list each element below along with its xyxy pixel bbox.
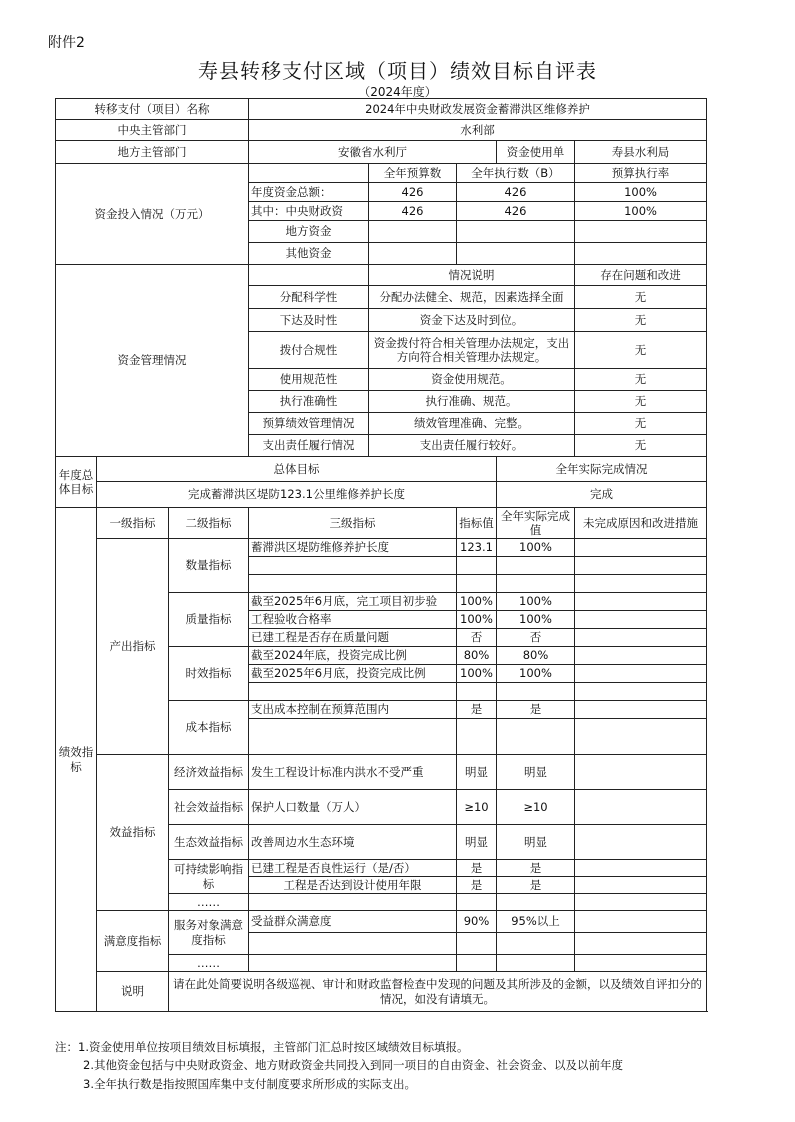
indicator-reason — [575, 701, 707, 719]
explain-label: 说明 — [97, 972, 169, 1012]
mgmt-issue: 无 — [575, 286, 707, 309]
satisfaction-ellipsis: …… — [169, 955, 249, 972]
indicator-reason — [575, 539, 707, 557]
economic-label: 经济效益指标 — [169, 755, 249, 790]
overall-goal-header: 总体目标 — [97, 457, 497, 482]
indicator-reason — [575, 755, 707, 790]
perf-indicators-label: 绩效指标 — [56, 508, 97, 1012]
indicator-name: 保护人口数量（万人） — [249, 790, 457, 825]
indicator-value: ≥10 — [457, 790, 497, 825]
form-title: 寿县转移支付区域（项目）绩效目标自评表 — [198, 59, 597, 83]
indicator-reason — [575, 911, 707, 933]
indicator-value: 否 — [457, 629, 497, 647]
social-label: 社会效益指标 — [169, 790, 249, 825]
indicator-value: 123.1 — [457, 539, 497, 557]
indicator-reason — [575, 860, 707, 877]
indicator-name: 工程验收合格率 — [249, 611, 457, 629]
indicator-actual: 明显 — [497, 755, 575, 790]
local-dept-value: 安徽省水利厅 — [249, 141, 497, 164]
footnote: 3.全年执行数是指按照国库集中支付制度要求所形成的实际支出。 — [83, 1076, 416, 1091]
situation-header: 情况说明 — [369, 265, 575, 286]
reason-header: 未完成原因和改进措施 — [575, 508, 707, 539]
indicator-actual: 100% — [497, 665, 575, 683]
fund-row-budget — [369, 243, 457, 265]
fund-row-exec: 426 — [457, 202, 575, 221]
fund-row-budget: 426 — [369, 183, 457, 202]
indicator-value: 80% — [457, 647, 497, 665]
indicator-value: 90% — [457, 911, 497, 933]
mgmt-issue: 无 — [575, 369, 707, 391]
mgmt-desc: 支出责任履行较好。 — [369, 435, 575, 457]
annual-goal-label: 年度总体目标 — [56, 457, 97, 508]
indicator-reason — [575, 611, 707, 629]
mgmt-issue: 无 — [575, 413, 707, 435]
central-dept-value: 水利部 — [249, 120, 707, 141]
col-rate-header: 预算执行率 — [575, 164, 707, 183]
indicator-reason — [575, 877, 707, 894]
mgmt-item: 支出责任履行情况 — [249, 435, 369, 457]
indicator-value: 是 — [457, 860, 497, 877]
local-dept-label: 地方主管部门 — [56, 141, 249, 164]
indicator-name: 发生工程设计标准内洪水不受严重 — [249, 755, 457, 790]
cost-label: 成本指标 — [169, 701, 249, 755]
evaluation-table — [55, 98, 707, 1012]
sustain-label: 可持续影响指标 — [169, 860, 249, 894]
indicator-name: 蓄滞洪区堤防维修养护长度 — [249, 539, 457, 557]
attachment-label: 附件2 — [48, 35, 85, 51]
timeliness-label: 时效指标 — [169, 647, 249, 701]
output-label: 产出指标 — [97, 539, 169, 755]
indicator-actual: 是 — [497, 860, 575, 877]
indicator-reason — [575, 593, 707, 611]
indicator-actual: 100% — [497, 611, 575, 629]
indicator-actual: 100% — [497, 539, 575, 557]
mgmt-item: 预算绩效管理情况 — [249, 413, 369, 435]
mgmt-desc: 分配办法健全、规范，因素选择全面 — [369, 286, 575, 309]
indicator-actual: 否 — [497, 629, 575, 647]
mgmt-issue: 无 — [575, 391, 707, 413]
indicator-name: 截至2025年6月底，完工项目初步验 — [249, 593, 457, 611]
lvl2-header: 二级指标 — [169, 508, 249, 539]
project-name-value: 2024年中央财政发展资金蓄滞洪区维修养护 — [249, 99, 707, 120]
lvl3-header: 三级指标 — [249, 508, 457, 539]
form-year: （2024年度） — [358, 85, 437, 99]
target-value-header: 指标值 — [457, 508, 497, 539]
explain-text: 请在此处简要说明各级巡视、审计和财政监督检查中发现的问题及其所涉及的金额，以及绩效自评扣分的情况，如没有请填无。 — [169, 972, 707, 1012]
footnote: 2.其他资金包括与中央财政资金、地方财政资金共同投入到同一项目的自由资金、社会资金、以及以前年度 — [83, 1058, 623, 1073]
mgmt-item: 分配科学性 — [249, 286, 369, 309]
indicator-name: 已建工程是否存在质量问题 — [249, 629, 457, 647]
issues-header: 存在问题和改进 — [575, 265, 707, 286]
fund-input-label: 资金投入情况（万元） — [56, 164, 249, 265]
fund-mgmt-label: 资金管理情况 — [56, 265, 249, 457]
fund-row-budget: 426 — [369, 202, 457, 221]
central-dept-label: 中央主管部门 — [56, 120, 249, 141]
mgmt-desc: 资金拨付符合相关管理办法规定，支出方向符合相关管理办法规定。 — [369, 332, 575, 369]
fund-row-rate — [575, 221, 707, 243]
footnote: 注：1.资金使用单位按项目绩效目标填报，主管部门汇总时按区域绩效目标填报。 — [55, 1040, 469, 1054]
footnotes — [55, 1038, 755, 1093]
indicator-reason — [575, 629, 707, 647]
mgmt-item: 执行准确性 — [249, 391, 369, 413]
actual-value-header: 全年实际完成值 — [497, 508, 575, 539]
indicator-value: 100% — [457, 593, 497, 611]
mgmt-desc: 资金使用规范。 — [369, 369, 575, 391]
indicator-actual: 是 — [497, 701, 575, 719]
indicator-reason — [575, 825, 707, 860]
mgmt-item: 下达及时性 — [249, 309, 369, 332]
mgmt-issue: 无 — [575, 435, 707, 457]
indicator-reason — [575, 790, 707, 825]
project-name-label: 转移支付（项目）名称 — [56, 99, 249, 120]
benefit-label: 效益指标 — [97, 755, 169, 911]
actual-completion-value: 完成 — [497, 482, 707, 508]
fund-row-label: 其他资金 — [249, 243, 369, 265]
indicator-value: 是 — [457, 701, 497, 719]
quantity-label: 数量指标 — [169, 539, 249, 593]
actual-completion-header: 全年实际完成情况 — [497, 457, 707, 482]
indicator-name: 受益群众满意度 — [249, 911, 457, 933]
indicator-reason — [575, 647, 707, 665]
indicator-actual: ≥10 — [497, 790, 575, 825]
lvl1-header: 一级指标 — [97, 508, 169, 539]
indicator-reason — [575, 665, 707, 683]
fund-row-rate — [575, 243, 707, 265]
overall-goal-value: 完成蓄滞洪区堤防123.1公里维修养护长度 — [97, 482, 497, 508]
service-obj-label: 服务对象满意度指标 — [169, 911, 249, 955]
indicator-actual: 80% — [497, 647, 575, 665]
fund-row-rate: 100% — [575, 183, 707, 202]
indicator-actual: 明显 — [497, 825, 575, 860]
col-exec-header: 全年执行数（B） — [457, 164, 575, 183]
indicator-value: 明显 — [457, 825, 497, 860]
indicator-actual: 100% — [497, 593, 575, 611]
mgmt-desc: 执行准确、规范。 — [369, 391, 575, 413]
fund-user-label: 资金使用单 — [497, 141, 575, 164]
indicator-actual: 是 — [497, 877, 575, 894]
fund-row-exec: 426 — [457, 183, 575, 202]
mgmt-issue: 无 — [575, 332, 707, 369]
fund-user-value: 寿县水利局 — [575, 141, 707, 164]
fund-row-rate: 100% — [575, 202, 707, 221]
fund-row-budget — [369, 221, 457, 243]
indicator-value: 100% — [457, 611, 497, 629]
indicator-name: 改善周边水生态环境 — [249, 825, 457, 860]
fund-row-exec — [457, 221, 575, 243]
ecological-label: 生态效益指标 — [169, 825, 249, 860]
mgmt-header-blank — [249, 265, 369, 286]
indicator-name: 支出成本控制在预算范围内 — [249, 701, 457, 719]
mgmt-desc: 资金下达及时到位。 — [369, 309, 575, 332]
indicator-name: 截至2024年底，投资完成比例 — [249, 647, 457, 665]
indicator-name: 已建工程是否良性运行（是/否） — [249, 860, 457, 877]
mgmt-desc: 绩效管理准确、完整。 — [369, 413, 575, 435]
mgmt-item: 使用规范性 — [249, 369, 369, 391]
mgmt-item: 拨付合规性 — [249, 332, 369, 369]
indicator-name: 截至2025年6月底，投资完成比例 — [249, 665, 457, 683]
indicator-actual: 95%以上 — [497, 911, 575, 933]
indicator-value: 100% — [457, 665, 497, 683]
indicator-value: 明显 — [457, 755, 497, 790]
fund-row-label: 地方资金 — [249, 221, 369, 243]
indicator-value: 是 — [457, 877, 497, 894]
fund-row-label: 其中：中央财政资 — [249, 202, 369, 221]
satisfaction-label: 满意度指标 — [97, 911, 169, 972]
fund-row-label: 年度资金总额： — [249, 183, 369, 202]
indicator-name: 工程是否达到设计使用年限 — [249, 877, 457, 894]
col-budget-header: 全年预算数 — [369, 164, 457, 183]
quality-label: 质量指标 — [169, 593, 249, 647]
fund-header-blank — [249, 164, 369, 183]
fund-row-exec — [457, 243, 575, 265]
benefit-ellipsis: …… — [169, 894, 249, 911]
mgmt-issue: 无 — [575, 309, 707, 332]
